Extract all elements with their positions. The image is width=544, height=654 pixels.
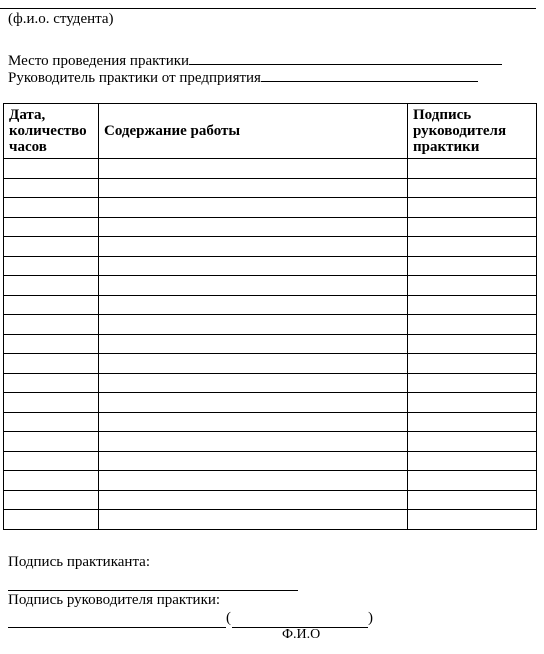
work-content-cell[interactable] (99, 276, 408, 296)
supervisor-signature-cell[interactable] (408, 373, 537, 393)
table-row (4, 354, 537, 374)
supervisor-signature-cell[interactable] (408, 178, 537, 198)
work-content-cell[interactable] (99, 217, 408, 237)
work-content-cell[interactable] (99, 510, 408, 530)
date-hours-cell[interactable] (4, 373, 99, 393)
work-content-cell[interactable] (99, 334, 408, 354)
supervisor-signature-cell[interactable] (408, 510, 537, 530)
table-row (4, 490, 537, 510)
student-name-caption: (ф.и.о. студента) (8, 11, 114, 27)
supervisor-signature-cell[interactable] (408, 412, 537, 432)
practice-place-field[interactable] (189, 50, 502, 65)
work-content-cell[interactable] (99, 471, 408, 491)
supervisor-signature-cell[interactable] (408, 451, 537, 471)
work-content-cell[interactable] (99, 412, 408, 432)
trainee-signature-label: Подпись практиканта: (8, 554, 151, 570)
work-content-cell[interactable] (99, 315, 408, 335)
work-content-cell[interactable] (99, 295, 408, 315)
work-content-cell[interactable] (99, 393, 408, 413)
supervisor-signature-label: Подпись руководителя практики: (8, 592, 221, 608)
work-content-cell[interactable] (99, 256, 408, 276)
table-header-row (4, 104, 537, 159)
table-row (4, 471, 537, 491)
work-content-cell[interactable] (99, 159, 408, 179)
header-date-hours: Дата, количество часов (4, 104, 99, 159)
open-paren: ( (226, 610, 231, 626)
date-hours-cell[interactable] (4, 432, 99, 452)
work-content-cell[interactable] (99, 490, 408, 510)
supervisor-signature-cell[interactable] (408, 432, 537, 452)
table-row (4, 256, 537, 276)
table-row (4, 217, 537, 237)
work-content-cell[interactable] (99, 432, 408, 452)
work-content-cell[interactable] (99, 354, 408, 374)
date-hours-cell[interactable] (4, 393, 99, 413)
date-hours-cell[interactable] (4, 510, 99, 530)
supervisor-signature-cell[interactable] (408, 490, 537, 510)
date-hours-cell[interactable] (4, 256, 99, 276)
top-rule (0, 8, 536, 9)
date-hours-cell[interactable] (4, 237, 99, 257)
supervisor-field[interactable] (261, 67, 478, 82)
table-row (4, 198, 537, 218)
practice-journal-table (3, 103, 537, 530)
table-row (4, 178, 537, 198)
header-supervisor-signature: Подпись руководителя практики (408, 104, 537, 159)
date-hours-cell[interactable] (4, 490, 99, 510)
table-row (4, 159, 537, 179)
date-hours-cell[interactable] (4, 159, 99, 179)
table-row (4, 295, 537, 315)
date-hours-cell[interactable] (4, 315, 99, 335)
date-hours-cell[interactable] (4, 198, 99, 218)
table-row (4, 276, 537, 296)
supervisor-signature-cell[interactable] (408, 471, 537, 491)
table-row (4, 393, 537, 413)
supervisor-signature-cell[interactable] (408, 256, 537, 276)
supervisor-signature-cell[interactable] (408, 315, 537, 335)
work-content-cell[interactable] (99, 178, 408, 198)
date-hours-cell[interactable] (4, 412, 99, 432)
table-row (4, 451, 537, 471)
table-row (4, 412, 537, 432)
supervisor-signature-cell[interactable] (408, 354, 537, 374)
supervisor-signature-field[interactable] (8, 627, 226, 628)
work-content-cell[interactable] (99, 373, 408, 393)
supervisor-signature-cell[interactable] (408, 159, 537, 179)
date-hours-cell[interactable] (4, 451, 99, 471)
table-row (4, 510, 537, 530)
supervisor-signature-cell[interactable] (408, 237, 537, 257)
date-hours-cell[interactable] (4, 295, 99, 315)
supervisor-label: Руководитель практики от предприятия (8, 70, 261, 86)
supervisor-signature-cell[interactable] (408, 334, 537, 354)
close-paren: ) (368, 610, 373, 626)
table-row (4, 334, 537, 354)
practice-place-label: Место проведения практики (8, 53, 190, 69)
name-caption: Ф.И.О (282, 627, 321, 642)
work-content-cell[interactable] (99, 237, 408, 257)
date-hours-cell[interactable] (4, 178, 99, 198)
date-hours-cell[interactable] (4, 276, 99, 296)
work-content-cell[interactable] (99, 451, 408, 471)
supervisor-line (8, 67, 478, 87)
table-row (4, 237, 537, 257)
supervisor-signature-cell[interactable] (408, 295, 537, 315)
supervisor-signature-cell[interactable] (408, 276, 537, 296)
table-row (4, 373, 537, 393)
date-hours-cell[interactable] (4, 217, 99, 237)
date-hours-cell[interactable] (4, 334, 99, 354)
date-hours-cell[interactable] (4, 354, 99, 374)
supervisor-signature-cell[interactable] (408, 393, 537, 413)
work-content-cell[interactable] (99, 198, 408, 218)
supervisor-signature-cell[interactable] (408, 217, 537, 237)
journal-body (4, 159, 537, 530)
trainee-signature-field[interactable] (8, 590, 298, 591)
table-row (4, 315, 537, 335)
supervisor-signature-cell[interactable] (408, 198, 537, 218)
header-work-content: Содержание работы (99, 104, 408, 159)
table-row (4, 432, 537, 452)
date-hours-cell[interactable] (4, 471, 99, 491)
